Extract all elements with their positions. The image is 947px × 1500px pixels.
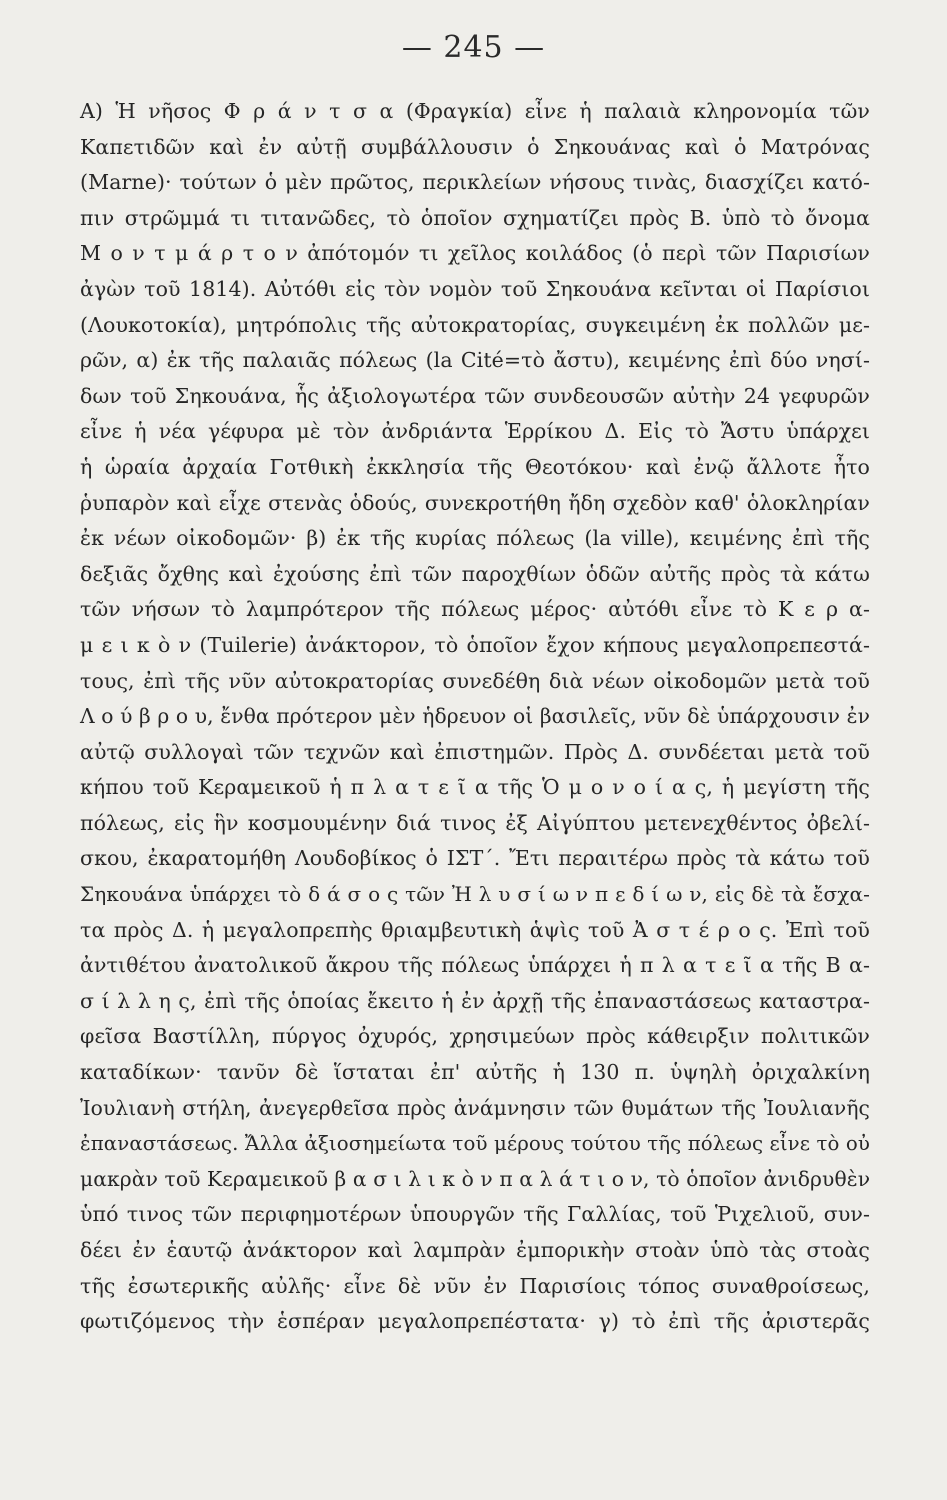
text-line: καταδίκων· τανῦν δὲ ἵσταται ἐπ' αὐτῆς ἡ 130 π. ὑψηλὴ ὀριχαλκίνη — [80, 1060, 870, 1085]
text-line: Μ ο ν τ μ ά ρ τ ο ν ἀπότομόν τι χεῖλος κοιλάδος (ὁ περὶ τῶν Παρισίων — [80, 241, 870, 266]
text-line: σκου, ἐκαρατομήθη Λουδοβίκος ὁ ΙΣΤ΄. Ἔτι περαιτέρω πρὸς τὰ κάτω τοῦ — [80, 846, 870, 871]
text-line: αὐτῷ συλλογαὶ τῶν τεχνῶν καὶ ἐπιστημῶν. Πρὸς Δ. συνδέεται μετὰ τοῦ — [80, 739, 870, 764]
text-line: Καπετιδῶν καὶ ἐν αὐτῇ συμβάλλουσιν ὁ Σηκουάνας καὶ ὁ Ματρόνας — [80, 134, 870, 159]
body-text — [80, 94, 870, 1340]
text-line: ρῶν, α) ἐκ τῆς παλαιᾶς πόλεως (la Cité=τὸ ἄστυ), κειμένης ἐπὶ δύο νησί- — [80, 348, 870, 373]
text-line: φεῖσα Βαστίλλη, πύργος ὀχυρός, χρησιμεύων πρὸς κάθειρξιν πολιτικῶν — [80, 1024, 870, 1049]
page-number-header: — 245 — — [401, 30, 546, 65]
text-line: κήπου τοῦ Κεραμεικοῦ ἡ π λ α τ ε ῖ α τῆς Ὁ μ ο ν ο ί α ς, ἡ μεγίστη τῆς — [80, 775, 870, 800]
text-line: εἶνε ἡ νέα γέφυρα μὲ τὸν ἀνδριάντα Ἑρρίκου Δ. Εἰς τὸ Ἄστυ ὑπάρχει — [80, 419, 870, 444]
text-line: ἀγὼν τοῦ 1814). Αὐτόθι εἰς τὸν νομὸν τοῦ Σηκουάνα κεῖνται οἱ Παρίσιοι — [80, 276, 870, 301]
text-line: Ἰουλιανὴ στήλη, ἀνεγερθεῖσα πρὸς ἀνάμνησιν τῶν θυμάτων τῆς Ἰουλιανῆς — [80, 1095, 870, 1120]
text-line: δέει ἐν ἑαυτῷ ἀνάκτορον καὶ λαμπρὰν ἐμπορικὴν στοὰν ὑπὸ τὰς στοὰς — [80, 1238, 870, 1262]
text-line: τῶν νήσων τὸ λαμπρότερον τῆς πόλεως μέρος· αὐτόθι εἶνε τὸ Κ ε ρ α- — [80, 597, 870, 622]
text-line: A) Ἡ νῆσος Φ ρ ά ν τ σ α (Φραγκία) εἶνε ἡ παλαιὰ κληρονομία τῶν — [80, 99, 870, 123]
text-line: τους, ἐπὶ τῆς νῦν αὐτοκρατορίας συνεδέθη διὰ νέων οἰκοδομῶν μετὰ τοῦ — [80, 668, 870, 693]
text-line: Σηκουάνα ὑπάρχει τὸ δ ά σ ο ς τῶν Ἠ λ υ σ ί ω ν π ε δ ί ω ν, εἰς δὲ τὰ ἔσχα- — [80, 882, 870, 907]
text-line: ἐκ νέων οἰκοδομῶν· β) ἐκ τῆς κυρίας πόλεως (la ville), κειμένης ἐπὶ τῆς — [80, 526, 870, 551]
text-line: Λ ο ύ β ρ ο υ, ἔνθα πρότερον μὲν ἡδρευον οἱ βασιλεῖς, νῦν δὲ ὑπάρχουσιν ἐν — [80, 704, 871, 729]
text-line: ὑπό τινος τῶν περιφημοτέρων ὑπουργῶν τῆς Γαλλίας, τοῦ Ῥιχελιοῦ, συν- — [80, 1202, 870, 1227]
text-line: δων τοῦ Σηκουάνα, ἧς ἀξιολογωτέρα τῶν συνδεουσῶν αὐτὴν 24 γεφυρῶν — [80, 383, 870, 408]
text-line: φωτιζόμενος τὴν ἑσπέραν μεγαλοπρεπέστατα· γ) τὸ ἐπὶ τῆς ἀριστερᾶς — [80, 1309, 870, 1334]
text-line: μακρὰν τοῦ Κεραμεικοῦ β α σ ι λ ι κ ὸ ν π α λ ά τ ι ο ν, τὸ ὁποῖον ἀνιδρυθὲν — [80, 1166, 871, 1191]
text-line: ἐπαναστάσεως. Ἄλλα ἀξιοσημείωτα τοῦ μέρους τούτου τῆς πόλεως εἶνε τὸ οὐ — [80, 1132, 870, 1156]
text-line: ἀντιθέτου ἀνατολικοῦ ἄκρου τῆς πόλεως ὑπάρχει ἡ π λ α τ ε ῖ α τῆς Β α- — [80, 953, 870, 978]
text-line: τῆς ἐσωτερικῆς αὐλῆς· εἶνε δὲ νῦν ἐν Παρισίοις τόπος συναθροίσεως, — [80, 1273, 870, 1298]
text-line: πόλεως, εἰς ἣν κοσμουμένην διά τινος ἐξ Αἰγύπτου μετενεχθέντος ὀβελί- — [80, 810, 870, 835]
text-line: (Marne)· τούτων ὁ μὲν πρῶτος, περικλείων νήσους τινὰς, διασχίζει κατό- — [80, 170, 870, 195]
text-line: (Λουκοτοκία), μητρόπολις τῆς αὐτοκρατορίας, συγκειμένη ἐκ πολλῶν με- — [80, 312, 870, 337]
text-line: δεξιᾶς ὄχθης καὶ ἐχούσης ἐπὶ τῶν παροχθίων ὁδῶν αὐτῆς πρὸς τὰ κάτω — [80, 561, 870, 586]
text-line: μ ε ι κ ὸ ν (Tuilerie) ἀνάκτορον, τὸ ὁποῖον ἔχον κήπους μεγαλοπρεπεστά- — [80, 632, 870, 657]
text-line: τα πρὸς Δ. ἡ μεγαλοπρεπὴς θριαμβευτικὴ ἁψὶς τοῦ Ἀ σ τ έ ρ ο ς. Ἐπὶ τοῦ — [80, 917, 870, 942]
text-line: ἡ ὡραία ἀρχαία Γοτθικὴ ἐκκλησία τῆς Θεοτόκου· καὶ ἐνῷ ἄλλοτε ἦτο — [80, 454, 870, 479]
text-line: ῥυπαρὸν καὶ εἶχε στενὰς ὁδούς, συνεκροτήθη ἤδη σχεδὸν καθ' ὁλοκληρίαν — [80, 490, 870, 515]
text-line: σ ί λ λ η ς, ἐπὶ τῆς ὁποίας ἔκειτο ἡ ἐν ἀρχῇ τῆς ἐπαναστάσεως καταστρα- — [80, 988, 870, 1013]
text-line: πιν στρῶμμά τι τιτανῶδες, τὸ ὁποῖον σχηματίζει πρὸς Β. ὑπὸ τὸ ὄνομα — [80, 205, 870, 230]
